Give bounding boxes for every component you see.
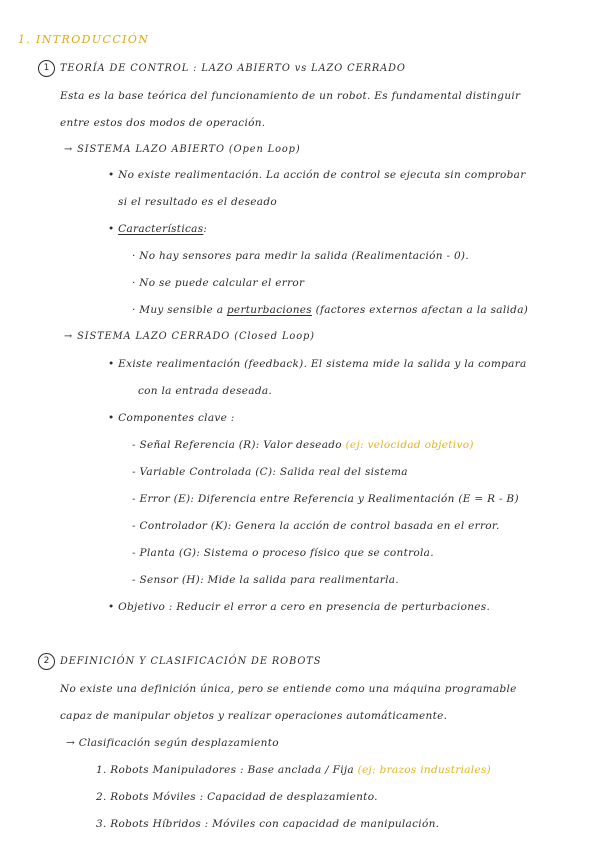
section-title: INTRODUCCIÓN <box>36 33 150 46</box>
component-item <box>132 438 474 452</box>
closed-loop-heading: → SISTEMA LAZO CERRADO (Closed Loop) <box>64 331 315 342</box>
topic-intro-line: entre estos dos modos de operación. <box>60 117 266 129</box>
topic-number-circle: 1 <box>38 60 55 77</box>
bullet-dot: • <box>108 223 115 235</box>
characteristic-item <box>132 303 528 317</box>
characteristic-item: · No se puede calcular el error <box>132 277 305 289</box>
classification-item <box>96 763 491 777</box>
component-note: (ej: velocidad objetivo) <box>345 439 474 451</box>
topic-intro-line: capaz de manipular objetos y realizar operaciones automáticamente. <box>60 710 448 722</box>
classification-note: (ej: brazos industriales) <box>357 764 492 776</box>
component-text: - Señal Referencia (R): Valor deseado <box>132 439 346 451</box>
bullet-line: • No existe realimentación. La acción de control se ejecuta sin comprobar <box>108 169 526 181</box>
component-item: - Sensor (H): Mide la salida para realimentarla. <box>132 574 399 586</box>
topic-number-circle: 2 <box>38 653 55 670</box>
characteristics-colon: : <box>203 223 208 235</box>
component-item: - Controlador (K): Genera la acción de control basada en el error. <box>132 520 500 532</box>
perturbations-term: perturbaciones <box>226 304 312 316</box>
classification-text: 1. Robots Manipuladores : Base anclada / Fija <box>96 764 358 776</box>
classification-item: 3. Robots Híbridos : Móviles con capacidad de manipulación. <box>96 818 440 830</box>
characteristics-label <box>108 222 207 236</box>
bullet-line: con la entrada deseada. <box>138 385 273 397</box>
bullet-line: si el resultado es el deseado <box>118 196 277 208</box>
characteristics-label-text: Características <box>118 223 204 235</box>
classification-heading: → Clasificación según desplazamiento <box>66 737 279 749</box>
objective-line: • Objetivo : Reducir el error a cero en presencia de perturbaciones. <box>108 601 491 613</box>
characteristic-item: · No hay sensores para medir la salida (Realimentación - 0). <box>132 250 469 262</box>
component-item: - Planta (G): Sistema o proceso físico que se controla. <box>132 547 434 559</box>
components-label: • Componentes clave : <box>108 412 235 424</box>
characteristic-text: · Muy sensible a <box>132 304 227 316</box>
topic-heading: TEORÍA DE CONTROL : LAZO ABIERTO vs LAZO CERRADO <box>60 63 406 74</box>
topic-intro-line: Esta es la base teórica del funcionamiento de un robot. Es fundamental distinguir <box>60 90 521 102</box>
topic-heading: DEFINICIÓN Y CLASIFICACIÓN DE ROBOTS <box>60 656 322 667</box>
characteristic-text: (factores externos afectan a la salida) <box>311 304 529 316</box>
bullet-line: • Existe realimentación (feedback). El sistema mide la salida y la compara <box>108 358 527 370</box>
open-loop-heading: → SISTEMA LAZO ABIERTO (Open Loop) <box>64 144 301 155</box>
topic-intro-line: No existe una definición única, pero se entiende como una máquina programable <box>60 683 517 695</box>
component-item: - Error (E): Diferencia entre Referencia y Realimentación (E = R - B) <box>132 493 519 505</box>
classification-item: 2. Robots Móviles : Capacidad de desplazamiento. <box>96 791 378 803</box>
component-item: - Variable Controlada (C): Salida real del sistema <box>132 466 408 478</box>
section-number: 1. <box>18 33 32 46</box>
